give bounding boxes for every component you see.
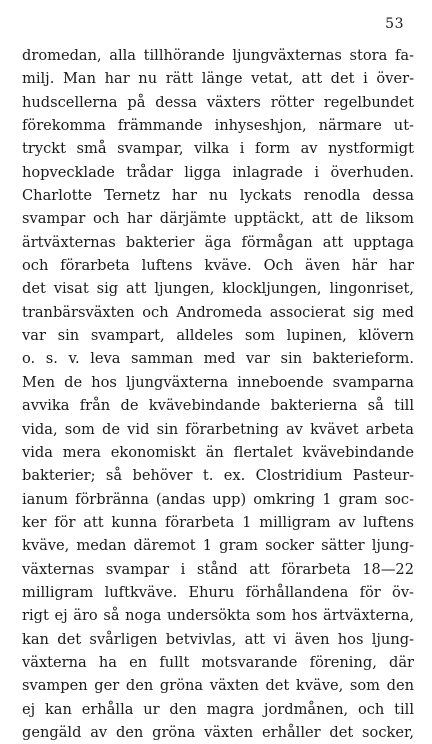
text-line: Men de hos ljungväxterna inneboende svamparna xyxy=(22,373,414,391)
text-line: avvika från de kvävebindande bakterierna så till xyxy=(22,397,414,415)
text-line: vida, som de vid sin förarbetning av kvävet arbeta xyxy=(22,420,414,438)
text-line: tryckt små svampar, vilka i form av nystformigt xyxy=(22,140,414,158)
text-line: hudscellerna på dessa växters rötter regelbundet xyxy=(22,93,414,111)
text-line: kan det svårligen betvivlas, att vi även hos ljung- xyxy=(22,630,414,648)
text-line: ärtväxternas bakterier äga förmågan att upptaga xyxy=(22,233,414,251)
text-line: bakterier; så behöver t. ex. Clostridium Pasteur- xyxy=(22,467,414,485)
text-line: och förarbeta luftens kväve. Och även här har xyxy=(22,257,414,275)
text-line: rigt ej äro så noga undersökta som hos ärtväxterna, xyxy=(22,607,414,625)
body-text xyxy=(22,44,414,744)
text-line: o. s. v. leva samman med var sin bakterieform. xyxy=(22,350,414,368)
text-line: vida mera ekonomiskt än flertalet kvävebindande xyxy=(22,443,414,461)
text-line: milj. Man har nu rätt länge vetat, att det i över- xyxy=(22,70,414,88)
text-line: var sin svampart, alldeles som lupinen, klövern xyxy=(22,327,414,345)
text-line: svampen ger den gröna växten det kväve, som den xyxy=(22,677,414,695)
text-line: växterna ha en fullt motsvarande förening, där xyxy=(22,653,414,671)
text-line: det visat sig att ljungen, klockljungen, lingonriset, xyxy=(22,280,414,298)
text-line: hopvecklade trådar ligga inlagrade i överhuden. xyxy=(22,163,414,181)
text-line: ianum förbränna (andas upp) omkring 1 gram soc- xyxy=(22,490,414,508)
text-line: milligram luftkväve. Ehuru förhållandena för öv- xyxy=(22,583,414,601)
text-line: Charlotte Ternetz har nu lyckats renodla dessa xyxy=(22,187,414,205)
text-line: förekomma främmande inhyseshjon, närmare ut- xyxy=(22,117,414,135)
text-line: kväve, medan däremot 1 gram socker sätter ljung- xyxy=(22,537,414,555)
page-number: 53 xyxy=(385,16,404,32)
text-line: gengäld av den gröna växten erhåller det socker, xyxy=(22,723,414,741)
text-line: ker för att kunna förarbeta 1 milligram av luftens xyxy=(22,513,414,531)
text-line: tranbärsväxten och Andromeda associerat sig med xyxy=(22,303,414,321)
text-line: dromedan, alla tillhörande ljungväxternas stora fa- xyxy=(22,47,414,64)
text-line: svampar och har därjämte upptäckt, att de liksom xyxy=(22,210,414,228)
text-line: ej kan erhålla ur den magra jordmånen, och till xyxy=(22,700,414,718)
text-line: växternas svampar i stånd att förarbeta 18—22 xyxy=(22,560,414,578)
